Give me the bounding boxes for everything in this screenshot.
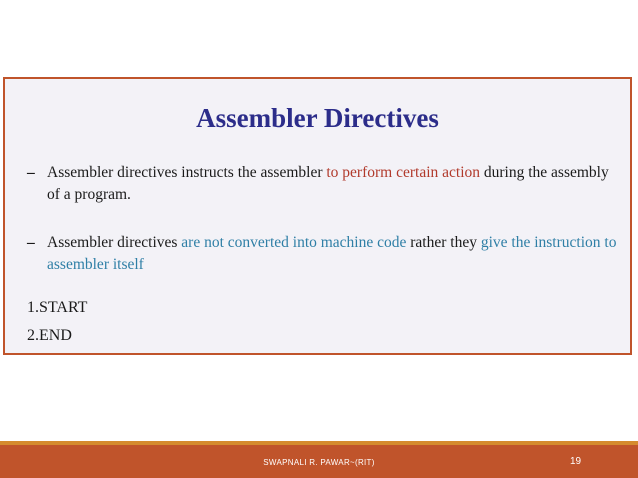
highlight-red-text: to perform certain action [326,164,480,181]
slide-content-box [3,77,632,355]
highlight-blue-text: are not converted into machine code [181,234,407,251]
bullet-text-part: Assembler directives instructs the assembler [47,164,327,181]
list-item-start: 1.START [27,299,88,316]
highlight-blue-text: give the instruction to assembler itself [47,234,617,273]
slide-title: Assembler Directives [196,103,439,133]
bullet-text [27,232,617,276]
bullet-item [27,232,617,276]
bullet-dash: – [27,234,35,251]
list-item-end: 2.END [27,327,72,344]
slide-footer [0,445,638,478]
bullet-text [27,162,617,206]
bullet-item [27,162,617,206]
bullet-dash: – [27,164,35,181]
page-number: 19 [570,456,582,467]
bullet-text-part: rather they [406,234,481,251]
footer-author: SWAPNALI R. PAWAR~(RIT) [263,458,375,467]
bullet-text-part: Assembler directives [47,234,182,251]
bullet-text-part: during the assembly of a program. [47,164,609,203]
